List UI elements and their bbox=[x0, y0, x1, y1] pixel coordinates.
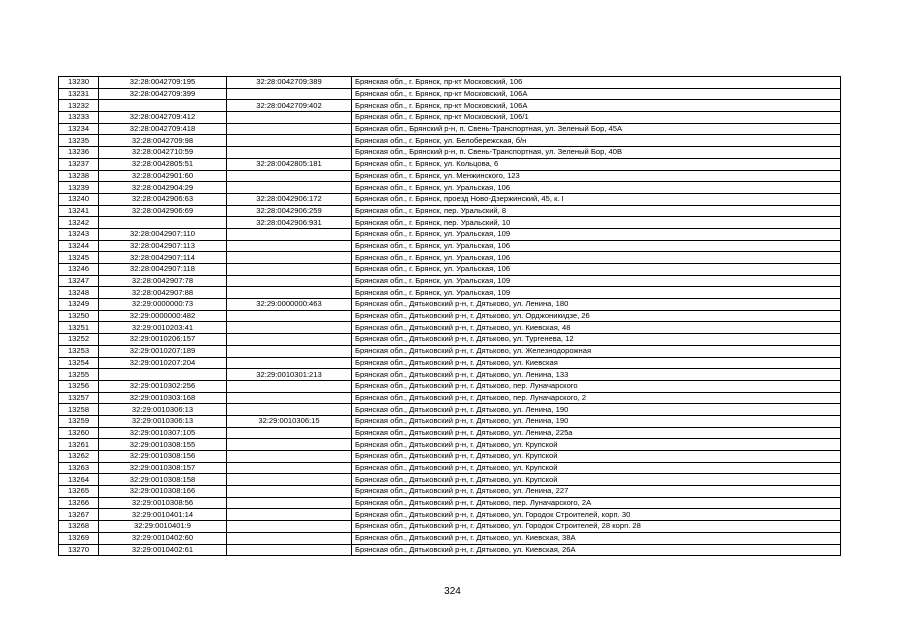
table-row bbox=[59, 532, 841, 544]
table-row bbox=[59, 240, 841, 252]
address-cell: Брянская обл., Дятьковский р-н, г. Дятьково, ул. Железнодорожная bbox=[352, 345, 841, 357]
related-cadastral-number-cell bbox=[227, 228, 352, 240]
related-cadastral-number-cell bbox=[227, 521, 352, 533]
table-row bbox=[59, 392, 841, 404]
table-row bbox=[59, 77, 841, 89]
row-number-cell: 13268 bbox=[59, 521, 99, 533]
registry-table bbox=[58, 76, 841, 556]
table-row bbox=[59, 369, 841, 381]
cadastral-number-cell: 32:28:0042904:29 bbox=[99, 182, 227, 194]
cadastral-number-cell: 32:29:0010306:13 bbox=[99, 415, 227, 427]
address-cell: Брянская обл., г. Брянск, ул. Уральская, 109 bbox=[352, 228, 841, 240]
row-number-cell: 13258 bbox=[59, 404, 99, 416]
related-cadastral-number-cell: 32:29:0010306:15 bbox=[227, 415, 352, 427]
cadastral-number-cell: 32:29:0010306:13 bbox=[99, 404, 227, 416]
related-cadastral-number-cell: 32:28:0042709:402 bbox=[227, 100, 352, 112]
address-cell: Брянская обл., Дятьковский р-н, г. Дятьково, ул. Киевская, 38А bbox=[352, 532, 841, 544]
row-number-cell: 13241 bbox=[59, 205, 99, 217]
table-row bbox=[59, 334, 841, 346]
table-row bbox=[59, 228, 841, 240]
table-row bbox=[59, 380, 841, 392]
related-cadastral-number-cell bbox=[227, 357, 352, 369]
related-cadastral-number-cell bbox=[227, 462, 352, 474]
related-cadastral-number-cell: 32:28:0042709:389 bbox=[227, 77, 352, 89]
table-row bbox=[59, 275, 841, 287]
cadastral-number-cell: 32:29:0000000:73 bbox=[99, 299, 227, 311]
table-row bbox=[59, 217, 841, 229]
table-row bbox=[59, 170, 841, 182]
row-number-cell: 13257 bbox=[59, 392, 99, 404]
related-cadastral-number-cell bbox=[227, 123, 352, 135]
related-cadastral-number-cell bbox=[227, 240, 352, 252]
related-cadastral-number-cell bbox=[227, 182, 352, 194]
address-cell: Брянская обл., г. Брянск, пр-кт Московский, 106А bbox=[352, 100, 841, 112]
address-cell: Брянская обл., Дятьковский р-н, г. Дятьково, ул. Ленина, 180 bbox=[352, 299, 841, 311]
related-cadastral-number-cell: 32:28:0042906:259 bbox=[227, 205, 352, 217]
row-number-cell: 13230 bbox=[59, 77, 99, 89]
table-row bbox=[59, 451, 841, 463]
address-cell: Брянская обл., г. Брянск, ул. Уральская, 109 bbox=[352, 287, 841, 299]
row-number-cell: 13246 bbox=[59, 264, 99, 276]
table-row bbox=[59, 486, 841, 498]
related-cadastral-number-cell bbox=[227, 322, 352, 334]
address-cell: Брянская обл., Дятьковский р-н, г. Дятьково, ул. Киевская, 26А bbox=[352, 544, 841, 556]
related-cadastral-number-cell bbox=[227, 380, 352, 392]
table-row bbox=[59, 193, 841, 205]
row-number-cell: 13232 bbox=[59, 100, 99, 112]
table-row bbox=[59, 182, 841, 194]
address-cell: Брянская обл., Дятьковский р-н, г. Дятьково, пер. Луначарского, 2А bbox=[352, 497, 841, 509]
related-cadastral-number-cell bbox=[227, 486, 352, 498]
address-cell: Брянская обл., г. Брянск, ул. Белобережская, б/н bbox=[352, 135, 841, 147]
cadastral-number-cell: 32:29:0010308:56 bbox=[99, 497, 227, 509]
address-cell: Брянская обл., г. Брянск, ул. Уральская, 109 bbox=[352, 275, 841, 287]
address-cell: Брянская обл., Дятьковский р-н, г. Дятьково, ул. Ленина, 227 bbox=[352, 486, 841, 498]
address-cell: Брянская обл., Дятьковский р-н, г. Дятьково, ул. Крупской bbox=[352, 439, 841, 451]
row-number-cell: 13254 bbox=[59, 357, 99, 369]
row-number-cell: 13243 bbox=[59, 228, 99, 240]
address-cell: Брянская обл., Дятьковский р-н, г. Дятьково, ул. Ленина, 225а bbox=[352, 427, 841, 439]
address-cell: Брянская обл., Дятьковский р-н, г. Дятьково, ул. Городок Строителей, 28 корп. 28 bbox=[352, 521, 841, 533]
row-number-cell: 13237 bbox=[59, 158, 99, 170]
table-row bbox=[59, 205, 841, 217]
cadastral-number-cell: 32:29:0010207:204 bbox=[99, 357, 227, 369]
address-cell: Брянская обл., Брянский р-н, п. Свень-Транспортная, ул. Зеленый Бор, 40В bbox=[352, 147, 841, 159]
related-cadastral-number-cell bbox=[227, 264, 352, 276]
cadastral-number-cell: 32:28:0042906:69 bbox=[99, 205, 227, 217]
related-cadastral-number-cell bbox=[227, 404, 352, 416]
related-cadastral-number-cell: 32:28:0042906:172 bbox=[227, 193, 352, 205]
cadastral-number-cell: 32:28:0042907:118 bbox=[99, 264, 227, 276]
address-cell: Брянская обл., г. Брянск, ул. Кольцова, 6 bbox=[352, 158, 841, 170]
cadastral-number-cell: 32:28:0042710:59 bbox=[99, 147, 227, 159]
table-row bbox=[59, 404, 841, 416]
row-number-cell: 13249 bbox=[59, 299, 99, 311]
row-number-cell: 13260 bbox=[59, 427, 99, 439]
address-cell: Брянская обл., Дятьковский р-н, г. Дятьково, ул. Ленина, 133 bbox=[352, 369, 841, 381]
address-cell: Брянская обл., г. Брянск, пр-кт Московский, 106А bbox=[352, 88, 841, 100]
row-number-cell: 13261 bbox=[59, 439, 99, 451]
address-cell: Брянская обл., Дятьковский р-н, г. Дятьково, ул. Крупской bbox=[352, 462, 841, 474]
address-cell: Брянская обл., г. Брянск, пер. Уральский, 8 bbox=[352, 205, 841, 217]
cadastral-number-cell: 32:28:0042805:51 bbox=[99, 158, 227, 170]
row-number-cell: 13267 bbox=[59, 509, 99, 521]
address-cell: Брянская обл., г. Брянск, ул. Менжинского, 123 bbox=[352, 170, 841, 182]
cadastral-number-cell: 32:29:0010402:60 bbox=[99, 532, 227, 544]
row-number-cell: 13248 bbox=[59, 287, 99, 299]
address-cell: Брянская обл., Дятьковский р-н, г. Дятьково, ул. Киевская bbox=[352, 357, 841, 369]
related-cadastral-number-cell bbox=[227, 310, 352, 322]
cadastral-number-cell: 32:29:0010307:105 bbox=[99, 427, 227, 439]
address-cell: Брянская обл., Дятьковский р-н, г. Дятьково, ул. Ленина, 190 bbox=[352, 404, 841, 416]
page-number: 324 bbox=[444, 586, 461, 597]
cadastral-number-cell bbox=[99, 217, 227, 229]
related-cadastral-number-cell bbox=[227, 287, 352, 299]
related-cadastral-number-cell: 32:28:0042805:181 bbox=[227, 158, 352, 170]
row-number-cell: 13234 bbox=[59, 123, 99, 135]
table-row bbox=[59, 123, 841, 135]
related-cadastral-number-cell bbox=[227, 451, 352, 463]
row-number-cell: 13264 bbox=[59, 474, 99, 486]
table-row bbox=[59, 474, 841, 486]
row-number-cell: 13270 bbox=[59, 544, 99, 556]
address-cell: Брянская обл., г. Брянск, пер. Уральский, 10 bbox=[352, 217, 841, 229]
cadastral-number-cell: 32:29:0010207:189 bbox=[99, 345, 227, 357]
cadastral-number-cell: 32:28:0042907:113 bbox=[99, 240, 227, 252]
table-row bbox=[59, 439, 841, 451]
related-cadastral-number-cell bbox=[227, 392, 352, 404]
related-cadastral-number-cell: 32:28:0042906:931 bbox=[227, 217, 352, 229]
row-number-cell: 13244 bbox=[59, 240, 99, 252]
cadastral-number-cell: 32:29:0010203:41 bbox=[99, 322, 227, 334]
cadastral-number-cell: 32:29:0010303:168 bbox=[99, 392, 227, 404]
table-row bbox=[59, 462, 841, 474]
row-number-cell: 13269 bbox=[59, 532, 99, 544]
table-row bbox=[59, 497, 841, 509]
address-cell: Брянская обл., г. Брянск, пр-кт Московский, 106 bbox=[352, 77, 841, 89]
row-number-cell: 13262 bbox=[59, 451, 99, 463]
row-number-cell: 13240 bbox=[59, 193, 99, 205]
table-row bbox=[59, 357, 841, 369]
cadastral-number-cell: 32:28:0042907:114 bbox=[99, 252, 227, 264]
row-number-cell: 13250 bbox=[59, 310, 99, 322]
row-number-cell: 13253 bbox=[59, 345, 99, 357]
related-cadastral-number-cell bbox=[227, 88, 352, 100]
address-cell: Брянская обл., Дятьковский р-н, г. Дятьково, пер. Луначарского bbox=[352, 380, 841, 392]
table-row bbox=[59, 287, 841, 299]
address-cell: Брянская обл., Брянский р-н, п. Свень-Транспортная, ул. Зеленый Бор, 45А bbox=[352, 123, 841, 135]
address-cell: Брянская обл., Дятьковский р-н, г. Дятьково, ул. Городок Строителей, корп. 30 bbox=[352, 509, 841, 521]
address-cell: Брянская обл., г. Брянск, пр-кт Московский, 106/1 bbox=[352, 112, 841, 124]
row-number-cell: 13238 bbox=[59, 170, 99, 182]
cadastral-number-cell: 32:29:0010308:157 bbox=[99, 462, 227, 474]
cadastral-number-cell: 32:28:0042709:412 bbox=[99, 112, 227, 124]
table-row bbox=[59, 158, 841, 170]
table-row bbox=[59, 521, 841, 533]
address-cell: Брянская обл., Дятьковский р-н, г. Дятьково, ул. Ленина, 190 bbox=[352, 415, 841, 427]
cadastral-number-cell: 32:28:0042709:195 bbox=[99, 77, 227, 89]
related-cadastral-number-cell bbox=[227, 170, 352, 182]
address-cell: Брянская обл., г. Брянск, проезд Ново-Дзержинский, 45, к. I bbox=[352, 193, 841, 205]
related-cadastral-number-cell bbox=[227, 275, 352, 287]
related-cadastral-number-cell bbox=[227, 112, 352, 124]
cadastral-number-cell: 32:29:0010308:166 bbox=[99, 486, 227, 498]
address-cell: Брянская обл., Дятьковский р-н, г. Дятьково, ул. Крупской bbox=[352, 451, 841, 463]
row-number-cell: 13263 bbox=[59, 462, 99, 474]
table-row bbox=[59, 88, 841, 100]
row-number-cell: 13239 bbox=[59, 182, 99, 194]
row-number-cell: 13251 bbox=[59, 322, 99, 334]
row-number-cell: 13255 bbox=[59, 369, 99, 381]
table-row bbox=[59, 299, 841, 311]
address-cell: Брянская обл., Дятьковский р-н, г. Дятьково, пер. Луначарского, 2 bbox=[352, 392, 841, 404]
table-row bbox=[59, 135, 841, 147]
cadastral-number-cell: 32:28:0042907:78 bbox=[99, 275, 227, 287]
row-number-cell: 13252 bbox=[59, 334, 99, 346]
table-row bbox=[59, 147, 841, 159]
address-cell: Брянская обл., Дятьковский р-н, г. Дятьково, ул. Киевская, 48 bbox=[352, 322, 841, 334]
cadastral-number-cell: 32:29:0000000:482 bbox=[99, 310, 227, 322]
row-number-cell: 13231 bbox=[59, 88, 99, 100]
address-cell: Брянская обл., г. Брянск, ул. Уральская, 106 bbox=[352, 264, 841, 276]
table-row bbox=[59, 112, 841, 124]
cadastral-number-cell: 32:29:0010402:61 bbox=[99, 544, 227, 556]
table-row bbox=[59, 415, 841, 427]
address-cell: Брянская обл., г. Брянск, ул. Уральская, 106 bbox=[352, 252, 841, 264]
cadastral-number-cell: 32:28:0042906:63 bbox=[99, 193, 227, 205]
cadastral-number-cell: 32:29:0010308:158 bbox=[99, 474, 227, 486]
cadastral-number-cell: 32:28:0042907:88 bbox=[99, 287, 227, 299]
table-row bbox=[59, 345, 841, 357]
cadastral-number-cell: 32:28:0042901:60 bbox=[99, 170, 227, 182]
related-cadastral-number-cell bbox=[227, 147, 352, 159]
table-row bbox=[59, 509, 841, 521]
table-row bbox=[59, 427, 841, 439]
cadastral-number-cell: 32:28:0042907:110 bbox=[99, 228, 227, 240]
table-row bbox=[59, 264, 841, 276]
cadastral-number-cell: 32:28:0042709:98 bbox=[99, 135, 227, 147]
related-cadastral-number-cell bbox=[227, 427, 352, 439]
related-cadastral-number-cell: 32:29:0010301:213 bbox=[227, 369, 352, 381]
cadastral-number-cell: 32:29:0010206:157 bbox=[99, 334, 227, 346]
cadastral-number-cell: 32:29:0010401:14 bbox=[99, 509, 227, 521]
cadastral-number-cell: 32:29:0010401:9 bbox=[99, 521, 227, 533]
cadastral-number-cell: 32:29:0010302:256 bbox=[99, 380, 227, 392]
cadastral-number-cell: 32:28:0042709:399 bbox=[99, 88, 227, 100]
related-cadastral-number-cell bbox=[227, 135, 352, 147]
related-cadastral-number-cell: 32:29:0000000:463 bbox=[227, 299, 352, 311]
cadastral-number-cell: 32:29:0010308:155 bbox=[99, 439, 227, 451]
row-number-cell: 13247 bbox=[59, 275, 99, 287]
cadastral-number-cell bbox=[99, 100, 227, 112]
address-cell: Брянская обл., Дятьковский р-н, г. Дятьково, ул. Орджоникидзе, 26 bbox=[352, 310, 841, 322]
related-cadastral-number-cell bbox=[227, 509, 352, 521]
related-cadastral-number-cell bbox=[227, 532, 352, 544]
table-row bbox=[59, 322, 841, 334]
cadastral-number-cell: 32:29:0010308:156 bbox=[99, 451, 227, 463]
row-number-cell: 13235 bbox=[59, 135, 99, 147]
table-row bbox=[59, 544, 841, 556]
row-number-cell: 13266 bbox=[59, 497, 99, 509]
table-row bbox=[59, 252, 841, 264]
row-number-cell: 13245 bbox=[59, 252, 99, 264]
address-cell: Брянская обл., Дятьковский р-н, г. Дятьково, ул. Тургенева, 12 bbox=[352, 334, 841, 346]
address-cell: Брянская обл., Дятьковский р-н, г. Дятьково, ул. Крупской bbox=[352, 474, 841, 486]
table-row bbox=[59, 100, 841, 112]
row-number-cell: 13242 bbox=[59, 217, 99, 229]
related-cadastral-number-cell bbox=[227, 345, 352, 357]
row-number-cell: 13236 bbox=[59, 147, 99, 159]
row-number-cell: 13256 bbox=[59, 380, 99, 392]
related-cadastral-number-cell bbox=[227, 544, 352, 556]
related-cadastral-number-cell bbox=[227, 497, 352, 509]
cadastral-number-cell: 32:28:0042709:418 bbox=[99, 123, 227, 135]
registry-table-body bbox=[59, 77, 841, 556]
related-cadastral-number-cell bbox=[227, 474, 352, 486]
address-cell: Брянская обл., г. Брянск, ул. Уральская, 106 bbox=[352, 240, 841, 252]
row-number-cell: 13259 bbox=[59, 415, 99, 427]
cadastral-number-cell bbox=[99, 369, 227, 381]
table-row bbox=[59, 310, 841, 322]
address-cell: Брянская обл., г. Брянск, ул. Уральская, 106 bbox=[352, 182, 841, 194]
row-number-cell: 13233 bbox=[59, 112, 99, 124]
row-number-cell: 13265 bbox=[59, 486, 99, 498]
related-cadastral-number-cell bbox=[227, 334, 352, 346]
related-cadastral-number-cell bbox=[227, 252, 352, 264]
related-cadastral-number-cell bbox=[227, 439, 352, 451]
